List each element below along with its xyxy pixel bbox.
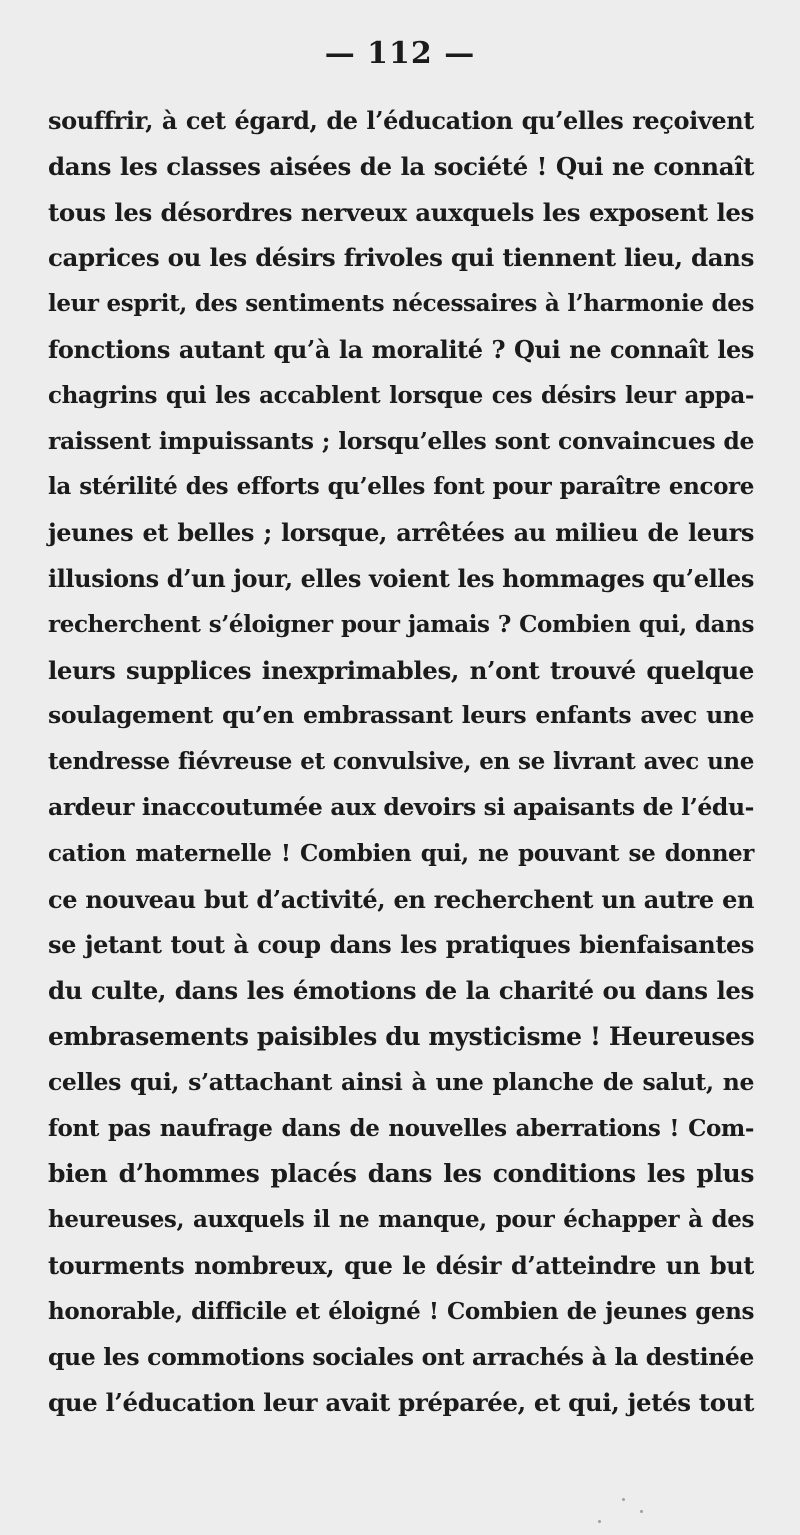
text-line: ardeur inaccoutumée aux devoirs si apaisants de l’édu- [48, 792, 754, 821]
text-line: que les commotions sociales ont arrachés à la destinée [48, 1342, 754, 1371]
text-line: embrasements paisibles du mysticisme ! Heureuses [48, 1021, 755, 1051]
text-line: celles qui, s’attachant ainsi à une planche de salut, ne [48, 1067, 754, 1096]
page-number: — 112 — [324, 36, 476, 71]
text-line: souffrir, à cet égard, de l’éducation qu’elles reçoivent [48, 106, 754, 135]
body-text [48, 98, 754, 1426]
print-speck [622, 1498, 625, 1501]
text-line: tous les désordres nerveux auxquels les exposent les [48, 197, 754, 227]
text-line: honorable, difficile et éloigné ! Combien de jeunes gens [48, 1297, 754, 1325]
text-line: ce nouveau but d’activité, en recherchent un autre en [48, 884, 754, 914]
text-line: heureuses, auxquels il ne manque, pour échapper à des [48, 1206, 754, 1234]
text-line: soulagement qu’en embrassant leurs enfants avec une [48, 701, 754, 730]
text-line: du culte, dans les émotions de la charité ou dans les [48, 976, 754, 1006]
text-line: caprices ou les désirs frivoles qui tiennent lieu, dans [48, 243, 754, 273]
text-line: la stérilité des efforts qu’elles font pour paraître encore [48, 473, 754, 501]
text-line: se jetant tout à coup dans les pratiques bienfaisantes [48, 930, 754, 960]
print-speck [598, 1520, 601, 1523]
text-line: bien d’hommes placés dans les conditions les plus [48, 1159, 754, 1189]
text-line: leur esprit, des sentiments nécessaires à l’harmonie des [48, 290, 754, 318]
text-line: que l’éducation leur avait préparée, et qui, jetés tout [48, 1388, 754, 1418]
text-line: tourments nombreux, que le désir d’atteindre un but [48, 1250, 754, 1280]
text-line: fonctions autant qu’à la moralité ? Qui ne connaît les [48, 334, 754, 364]
text-line: tendresse fiévreuse et convulsive, en se livrant avec une [48, 748, 754, 776]
text-line: font pas naufrage dans de nouvelles aberrations ! Com- [48, 1114, 754, 1142]
text-line: chagrins qui les accablent lorsque ces désirs leur appa- [48, 381, 754, 409]
print-speck [640, 1510, 643, 1513]
text-line: recherchent s’éloigner pour jamais ? Combien qui, dans [48, 610, 754, 638]
text-line: leurs supplices inexprimables, n’ont trouvé quelque [48, 655, 754, 685]
text-line: raissent impuissants ; lorsqu’elles sont convaincues de [48, 426, 754, 455]
text-line: dans les classes aisées de la société ! Qui ne connaît [48, 151, 754, 181]
text-line: jeunes et belles ; lorsque, arrêtées au milieu de leurs [48, 518, 754, 548]
text-line: illusions d’un jour, elles voient les hommages qu’elles [48, 563, 754, 593]
text-line: cation maternelle ! Combien qui, ne pouvant se donner [48, 839, 754, 867]
